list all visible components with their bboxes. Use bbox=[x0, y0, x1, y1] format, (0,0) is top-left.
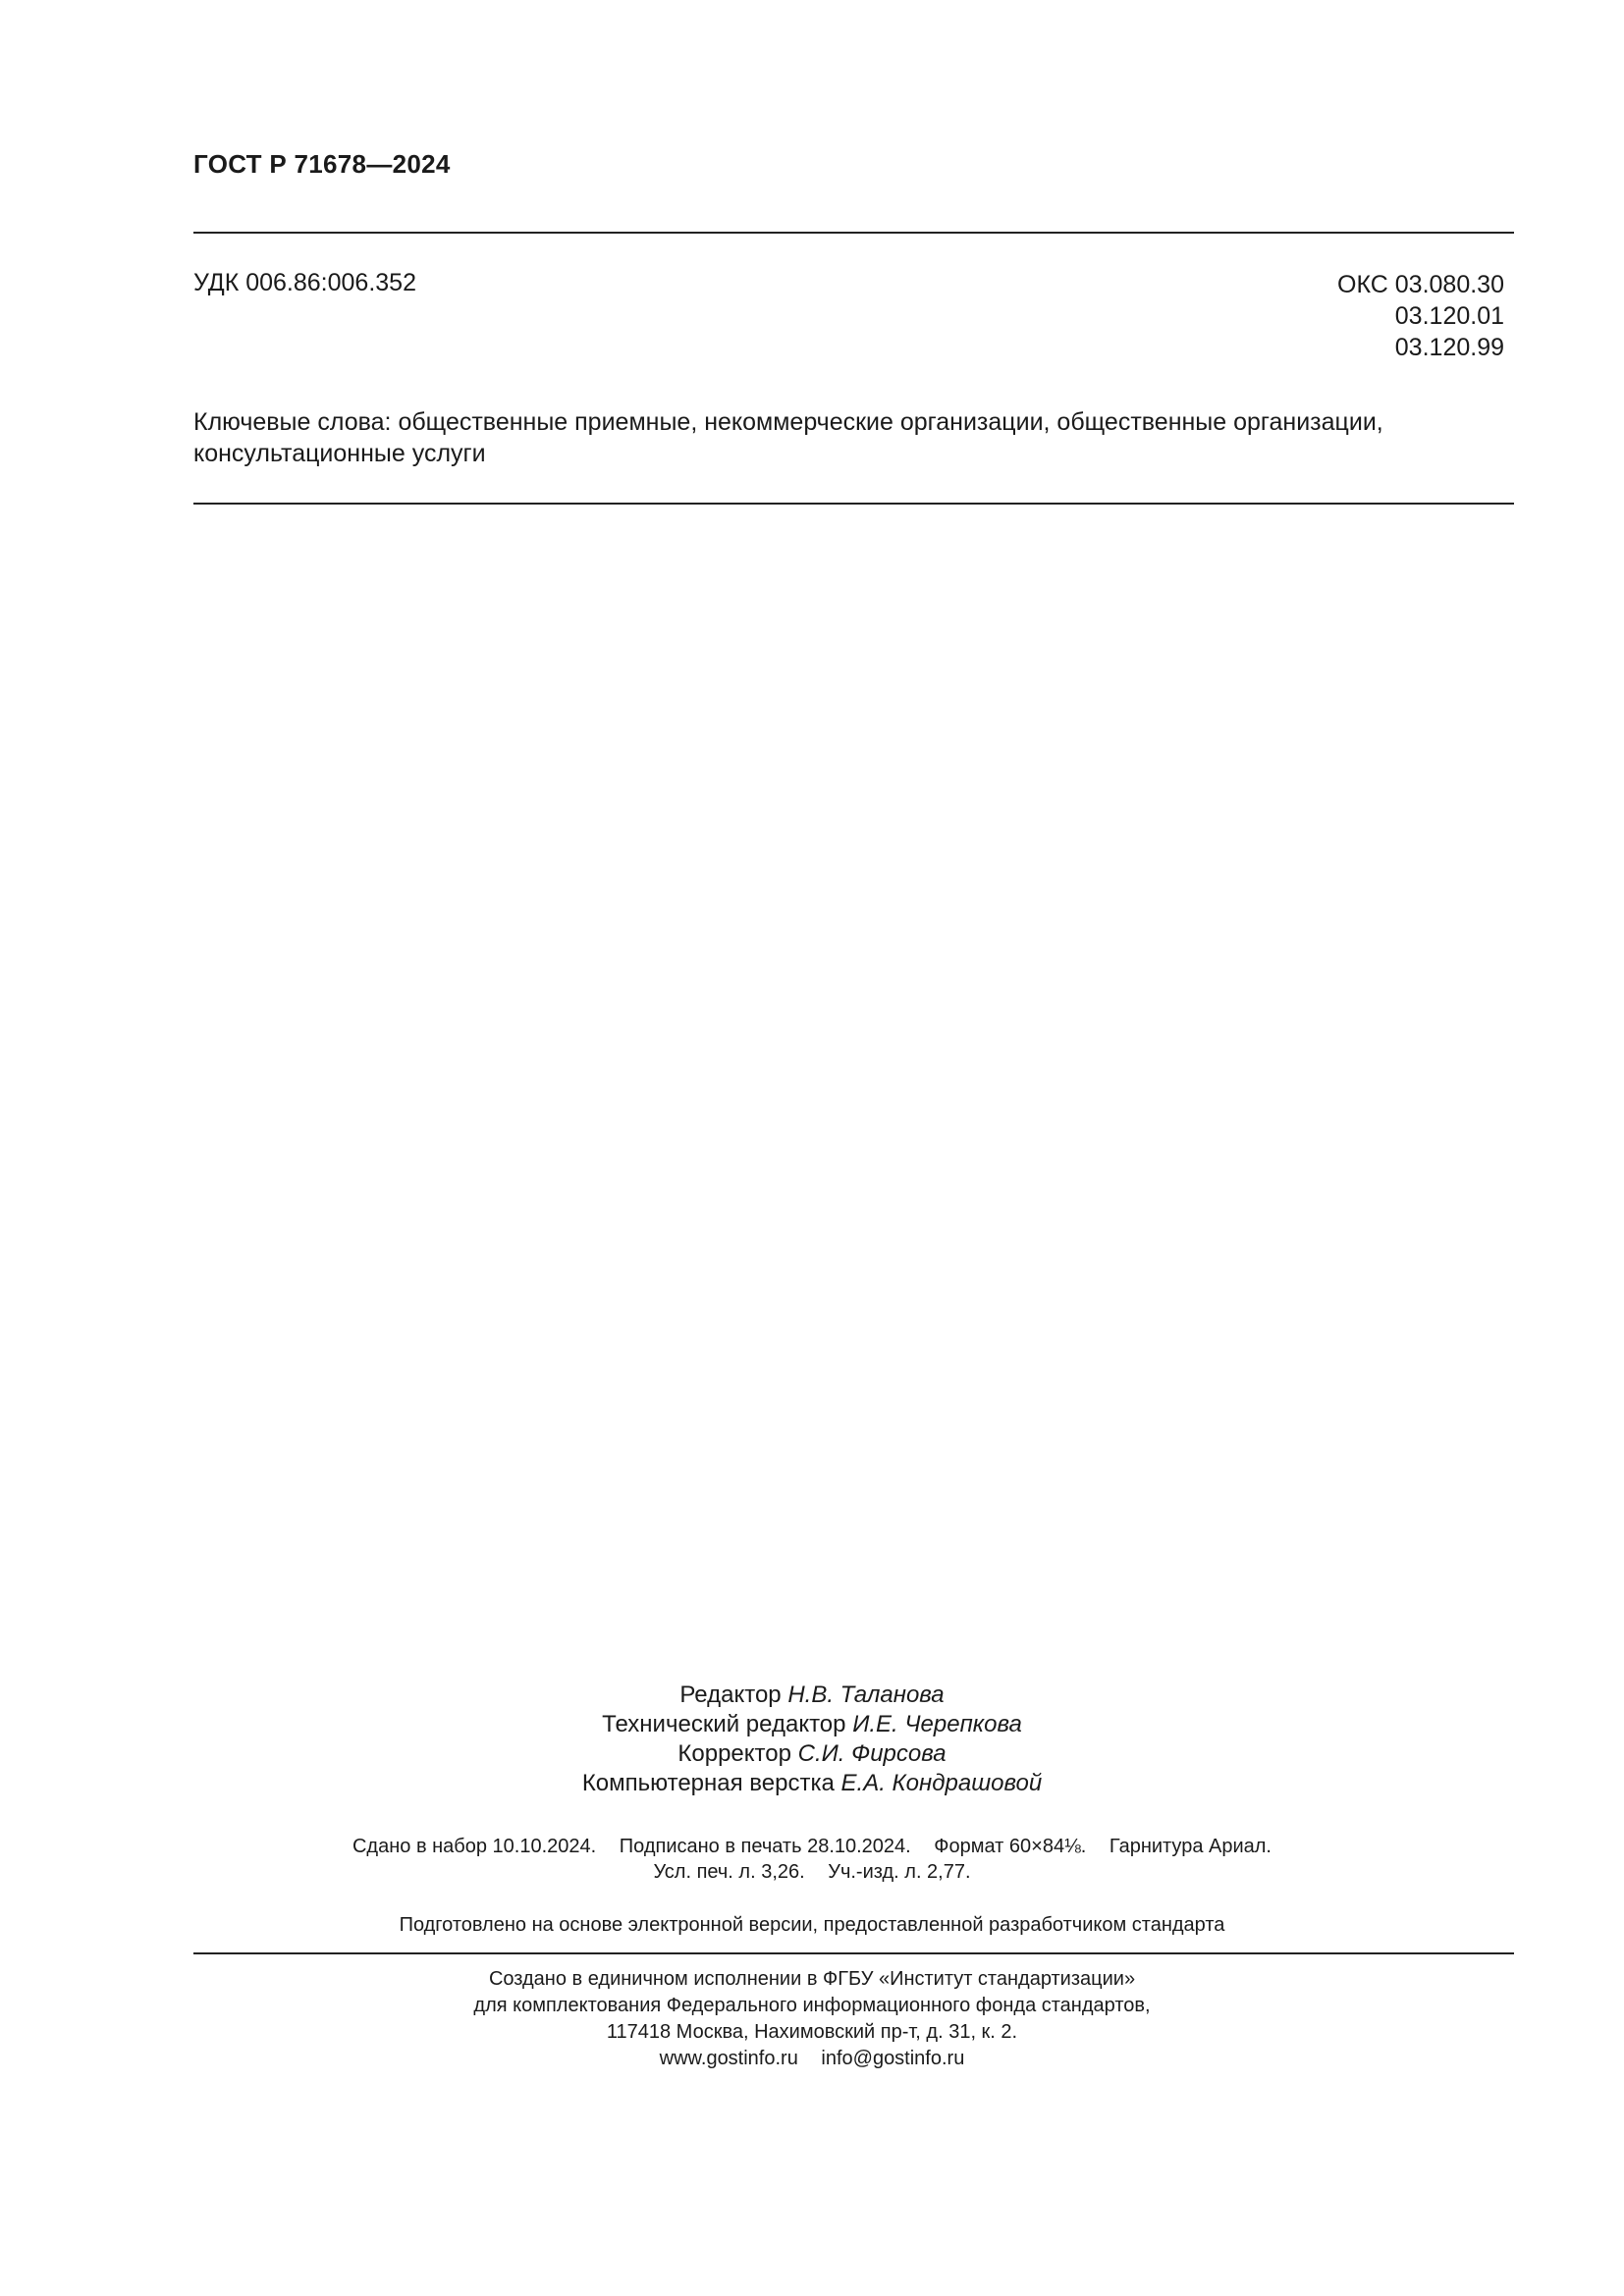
submitted-date: Сдано в набор 10.10.2024. bbox=[352, 1836, 597, 1857]
oks-code-2: 03.120.01 bbox=[1394, 302, 1504, 330]
oks-code-3: 03.120.99 bbox=[1394, 334, 1504, 361]
signed-date: Подписано в печать 28.10.2024. bbox=[619, 1836, 911, 1857]
layout-name: Е.А. Кондрашовой bbox=[840, 1770, 1043, 1796]
tech-editor-name: И.Е. Черепкова bbox=[852, 1711, 1022, 1737]
corrector-role: Корректор bbox=[677, 1740, 791, 1767]
prepared-note: Подготовлено на основе электронной версии, предоставленной разработчиком стандарта bbox=[399, 1914, 1225, 1936]
layout-role: Компьютерная верстка bbox=[581, 1770, 835, 1796]
imprint-details bbox=[0, 1834, 1624, 1885]
corrector-line bbox=[0, 1739, 1624, 1769]
typeface: Гарнитура Ариал. bbox=[1109, 1836, 1272, 1857]
tech-editor-line bbox=[0, 1710, 1624, 1739]
oks-code-1: ОКС 03.080.30 bbox=[1337, 271, 1504, 298]
paper-format: Формат 60×84⅛. bbox=[934, 1836, 1087, 1857]
website-link[interactable]: www.gostinfo.ru bbox=[659, 2048, 798, 2069]
editorial-credits bbox=[0, 1681, 1624, 1798]
editor-line bbox=[0, 1681, 1624, 1710]
publisher-contacts bbox=[0, 2046, 1624, 2072]
oks-codes bbox=[1337, 269, 1504, 363]
publisher-divider bbox=[193, 1952, 1514, 1954]
imprint-line-2 bbox=[0, 1859, 1624, 1885]
publisher-line-2: для комплектования Федерального информационного фонда стандартов, bbox=[473, 1995, 1151, 2016]
standard-designation: ГОСТ Р 71678—2024 bbox=[193, 149, 451, 179]
publisher-line-1: Создано в единичном исполнении в ФГБУ «Институт стандартизации» bbox=[488, 1968, 1136, 1990]
publication-sheets: Уч.-изд. л. 2,77. bbox=[828, 1861, 971, 1883]
layout-line bbox=[0, 1769, 1624, 1798]
keywords-paragraph: Ключевые слова: общественные приемные, некоммерческие организации, общественные организации, консультационные услуги bbox=[193, 408, 1383, 467]
email-link[interactable]: info@gostinfo.ru bbox=[821, 2048, 965, 2069]
udk-code: УДК 006.86:006.352 bbox=[193, 269, 416, 296]
print-sheets: Усл. печ. л. 3,26. bbox=[653, 1861, 805, 1883]
keywords-divider bbox=[193, 503, 1514, 505]
tech-editor-role: Технический редактор bbox=[602, 1711, 846, 1737]
corrector-name: С.И. Фирсова bbox=[797, 1740, 947, 1767]
publisher-info bbox=[0, 1966, 1624, 2072]
editor-name: Н.В. Таланова bbox=[787, 1682, 945, 1708]
top-divider bbox=[193, 232, 1514, 234]
editor-role: Редактор bbox=[679, 1682, 782, 1708]
publisher-address: 117418 Москва, Нахимовский пр-т, д. 31, к. 2. bbox=[606, 2021, 1018, 2043]
imprint-line-1 bbox=[0, 1834, 1624, 1859]
